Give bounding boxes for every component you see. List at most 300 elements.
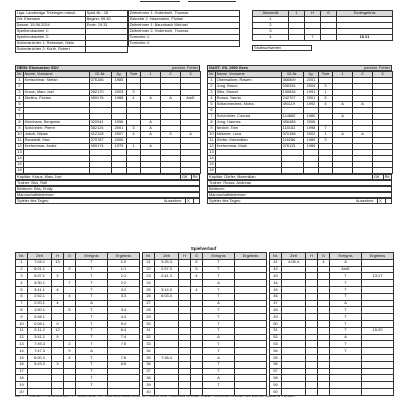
home-player-cell: 4	[127, 96, 141, 102]
protocol-cell: T	[76, 307, 108, 314]
protocol-cell: T	[330, 327, 362, 334]
protocol-cell: 4	[318, 259, 330, 266]
protocol-cell: T	[203, 266, 235, 273]
home-player-cell: Ranstedt, Max	[24, 138, 90, 144]
protocol-cell: A	[203, 334, 235, 341]
protocol-cell: A	[203, 300, 235, 307]
protocol-row	[16, 348, 140, 355]
protocol-row	[16, 361, 140, 368]
guest-timeout-label: Auszeiten:	[355, 197, 374, 203]
score-cell: 1	[253, 17, 289, 23]
protocol-row	[16, 334, 140, 341]
protocol-cell	[64, 273, 76, 280]
home-player-cell: Kraus, Marc Joel	[24, 90, 90, 96]
protocol-cell	[191, 327, 203, 334]
protocol-cell: 3:2	[108, 286, 140, 293]
guest-player-cell: Jung, Bruno	[216, 84, 282, 90]
protocol-cell	[282, 327, 306, 334]
protocol-cell: 4	[52, 286, 64, 293]
home-column-header: ID-Nr.	[90, 72, 112, 78]
protocol-cell	[235, 293, 267, 300]
protocol-cell: 30	[143, 320, 155, 327]
protocol-cell	[318, 300, 330, 307]
guest-player-row	[208, 168, 393, 174]
guest-player-cell: 2002	[304, 132, 319, 138]
protocol-cell: T	[203, 293, 235, 300]
home-player-cell	[181, 168, 201, 174]
protocol-cell: 47	[270, 300, 282, 307]
protocol-cell	[306, 334, 318, 341]
protocol-cell: 32	[143, 334, 155, 341]
protocol-cell: 9	[52, 320, 64, 327]
protocol-cell: 36	[143, 361, 155, 368]
home-trainer: Trainer: Bös, Ralf	[17, 179, 48, 185]
official-cell: Torrichter 1:	[129, 35, 240, 41]
protocol-cell	[362, 354, 394, 361]
guest-player-cell: 12	[209, 143, 214, 149]
protocol-cell	[282, 341, 306, 348]
guest-player-cell: 116286	[282, 138, 304, 144]
guest-player-cell: 4	[208, 96, 216, 102]
protocol-cell: A	[203, 354, 235, 361]
protocol-row	[143, 293, 267, 300]
home-player-cell: 2006	[112, 138, 127, 144]
home-player-cell: Kretschmar, Stefan	[24, 78, 90, 84]
meta-cell: Datum: 15.06.2024	[16, 23, 86, 29]
protocol-cell: 14	[16, 348, 28, 355]
protocol-cell	[282, 300, 306, 307]
guest-column-header: ID-Nr.	[282, 72, 304, 78]
protocol-row	[270, 300, 394, 307]
home-player-cell: 9	[16, 126, 24, 132]
home-player-cell: AmE	[181, 96, 201, 102]
protocol-cell: T	[330, 280, 362, 287]
protocol-cell	[155, 320, 179, 327]
protocol-cell: 7:5	[108, 341, 140, 348]
meta-cell: Spiel-Nr.: 28	[86, 11, 128, 17]
protocol-row	[270, 280, 394, 287]
protocol-cell	[235, 354, 267, 361]
guest-player-cell: 6	[208, 108, 216, 114]
protocol-row	[270, 314, 394, 321]
protocol-cell	[191, 348, 203, 355]
protocol-column-header: Nr.	[16, 253, 28, 260]
guest-verantw: Mannschaftsbetreuer:	[209, 191, 247, 197]
protocol-cell	[155, 334, 179, 341]
score-cell: 7	[305, 35, 321, 41]
protocol-cell: 5	[16, 286, 28, 293]
protocol-cell	[191, 300, 203, 307]
protocol-cell	[235, 300, 267, 307]
home-player-cell	[127, 168, 141, 174]
protocol-cell: A	[203, 280, 235, 287]
protocol-cell: 13	[16, 341, 28, 348]
official-cell: Torrichter 2:	[129, 41, 240, 47]
guest-column-header: 2	[353, 72, 373, 78]
protocol-cell: 12	[16, 334, 28, 341]
protocol-cell	[179, 293, 191, 300]
protocol-cell: 7:04.1	[28, 259, 52, 266]
protocol-cell	[108, 368, 140, 375]
protocol-cell	[179, 286, 191, 293]
protocol-cell: 1:0	[108, 259, 140, 266]
protocol-cell	[306, 361, 318, 368]
protocol-row	[143, 307, 267, 314]
protocol-row	[143, 368, 267, 375]
guest-player-cell: 366809	[282, 78, 304, 84]
protocol-cell	[306, 375, 318, 382]
protocol-cell	[191, 334, 203, 341]
protocol-cell: T	[76, 314, 108, 321]
protocol-cell	[282, 266, 306, 273]
meta-cell: Liga: Landesliga Thüringen männl.	[16, 11, 86, 17]
protocol-cell	[282, 286, 306, 293]
protocol-cell: 7:49.3	[28, 341, 52, 348]
guest-player-cell: Dörfer, Maximilian	[216, 138, 282, 144]
score-cell: 3	[253, 29, 289, 35]
protocol-cell: 4	[16, 280, 28, 287]
guest-captain: Kapitän: Dörfer, Maximilian	[209, 173, 256, 179]
home-player-cell: S	[161, 132, 181, 138]
protocol-cell	[64, 327, 76, 334]
protocol-cell: 9	[52, 334, 64, 341]
score-header-cell: 1	[289, 11, 305, 17]
protocol-cell	[235, 266, 267, 273]
protocol-cell	[179, 300, 191, 307]
home-player-cell: Jakob, Niklas	[24, 132, 90, 138]
protocol-cell: 46	[270, 293, 282, 300]
protocol-cell: T	[330, 314, 362, 321]
protocol-cell: T	[203, 341, 235, 348]
protocol-row	[143, 375, 267, 382]
protocol-cell	[362, 334, 394, 341]
home-column-header: Tore	[127, 72, 141, 78]
guest-player-cell	[216, 168, 282, 174]
protocol-column-header: G	[64, 253, 76, 260]
protocol-cell: 57	[270, 368, 282, 375]
home-fouls-label: persönl. Fehler	[172, 64, 198, 70]
protocol-cell	[235, 361, 267, 368]
protocol-cell: 4	[64, 293, 76, 300]
protocol-cell: T	[76, 354, 108, 361]
protocol-cell: 34	[143, 348, 155, 355]
guest-player-cell: Stitz, Marcel	[216, 90, 282, 96]
guest-gk-label: GK	[373, 173, 380, 179]
protocol-cell	[155, 300, 179, 307]
protocol-cell: T	[203, 327, 235, 334]
protocol-cell	[318, 341, 330, 348]
protocol-cell: 2:57.3	[155, 266, 179, 273]
home-player-cell: 8	[16, 120, 24, 126]
official-cell: Zeitnehmer 2: Hollerbuhl, Thomas	[129, 29, 240, 35]
protocol-cell: 5:11.2	[28, 327, 52, 334]
protocol-cell	[108, 375, 140, 382]
protocol-cell: T	[330, 348, 362, 355]
protocol-cell: T	[203, 307, 235, 314]
guest-player-cell: A	[353, 132, 373, 138]
guest-player-cell: 1998	[304, 126, 319, 132]
guest-timeout-slot	[385, 199, 390, 203]
meta-cell: Beginn: 09:30	[86, 17, 128, 23]
protocol-cell: 50	[270, 320, 282, 327]
protocol-row	[16, 273, 140, 280]
protocol-cell	[318, 375, 330, 382]
protocol-cell: 6:01.1	[28, 266, 52, 273]
protocol-cell: A	[330, 334, 362, 341]
guest-player-cell: 3	[319, 84, 333, 90]
protocol-row	[143, 341, 267, 348]
home-player-cell: A	[161, 96, 181, 102]
protocol-cell: T	[76, 280, 108, 287]
protocol-cell: T	[76, 293, 108, 300]
meta-cell	[86, 47, 128, 53]
protocol-cell	[282, 348, 306, 355]
protocol-cell	[318, 361, 330, 368]
protocol-table	[269, 252, 394, 396]
home-player-cell: 5	[16, 102, 24, 108]
protocol-cell	[179, 307, 191, 314]
guest-column-header: Jg.	[304, 72, 319, 78]
protocol-row	[16, 368, 140, 375]
guest-player-cell: A	[333, 132, 353, 138]
guest-player-cell: 2006	[304, 120, 319, 126]
protocol-cell: 15:20	[362, 327, 394, 334]
protocol-cell: T	[76, 334, 108, 341]
protocol-cell	[235, 280, 267, 287]
home-player-cell: 1988	[112, 96, 127, 102]
protocol-cell	[64, 259, 76, 266]
guest-player-cell: Oberwallner, Rawen	[216, 78, 282, 84]
protocol-column-header: Ergebnis	[108, 253, 140, 260]
protocol-row	[143, 273, 267, 280]
protocol-cell	[28, 368, 52, 375]
protocol-cell	[155, 314, 179, 321]
protocol-cell: 8:6	[108, 361, 140, 368]
protocol-cell: 23	[143, 273, 155, 280]
protocol-cell: 7:6	[108, 354, 140, 361]
home-timeout-label: Auszeiten:	[163, 197, 182, 203]
protocol-cell	[52, 375, 64, 382]
guest-trainer: Trainer: Rossa, Andreas	[209, 179, 251, 185]
protocol-cell: 59	[270, 382, 282, 389]
protocol-cell: 1:1	[108, 266, 140, 273]
protocol-row	[16, 320, 140, 327]
protocol-row	[16, 382, 140, 389]
protocol-cell	[306, 348, 318, 355]
protocol-cell: T	[76, 273, 108, 280]
protocol-cell: 44	[270, 280, 282, 287]
protocol-cell: 12	[52, 327, 64, 334]
protocol-row	[270, 320, 394, 327]
guest-player-cell	[353, 168, 373, 174]
protocol-cell: 54	[270, 348, 282, 355]
protocol-cell: 9	[16, 314, 28, 321]
protocol-cell	[179, 348, 191, 355]
score-header-cell: Abschnitt	[253, 11, 289, 17]
protocol-cell: 28	[143, 307, 155, 314]
protocol-cell: T	[330, 307, 362, 314]
protocol-row	[143, 334, 267, 341]
guest-signature-row	[207, 198, 392, 204]
protocol-cell	[52, 307, 64, 314]
guest-column-header: Name, Vorname	[216, 72, 282, 78]
guest-player-cell: 2	[208, 84, 216, 90]
home-column-header: 2	[161, 72, 181, 78]
home-player-cell: Kretschmar, Andre	[24, 144, 90, 150]
protocol-cell: T	[330, 341, 362, 348]
protocol-cell	[155, 280, 179, 287]
official-cell: Zeitnehmer 1: Hollerbuhl, Thomas	[129, 11, 240, 17]
protocol-cell: T	[76, 327, 108, 334]
protocol-cell: 26	[143, 293, 155, 300]
protocol-cell	[318, 354, 330, 361]
score-row	[253, 35, 393, 41]
protocol-cell	[191, 382, 203, 389]
protocol-cell: 60	[270, 388, 282, 395]
protocol-cell: 3:4	[108, 307, 140, 314]
protocol-cell: 3:51.2	[28, 334, 52, 341]
protocol-cell	[318, 320, 330, 327]
protocol-cell: 4	[191, 286, 203, 293]
home-column-header: Name, Vorname	[24, 72, 90, 78]
protocol-column-header: Ereignis	[330, 253, 362, 260]
protocol-cell: 35	[143, 354, 155, 361]
protocol-cell	[179, 375, 191, 382]
guest-roster-table	[207, 71, 393, 174]
protocol-cell	[179, 341, 191, 348]
protocol-cell	[330, 382, 362, 389]
guest-player-cell: 1991	[304, 90, 319, 96]
protocol-cell	[235, 320, 267, 327]
home-player-cell: 320941	[90, 120, 112, 126]
protocol-cell	[282, 320, 306, 327]
protocol-cell: 3:14.3	[155, 286, 179, 293]
protocol-cell: 53	[270, 341, 282, 348]
protocol-cell	[318, 314, 330, 321]
protocol-cell	[362, 320, 394, 327]
home-player-cell: A	[141, 126, 161, 132]
protocol-cell: 3:25.3	[155, 259, 179, 266]
protocol-cell: 2:52.1	[28, 293, 52, 300]
protocol-cell	[64, 382, 76, 389]
home-captain: Kapitän: Kraus, Marc Joel	[17, 173, 62, 179]
protocol-cell: T	[330, 273, 362, 280]
protocol-cell	[282, 375, 306, 382]
protocol-row	[16, 266, 140, 273]
guest-player-cell: A	[333, 114, 353, 120]
protocol-cell	[191, 280, 203, 287]
guest-player-cell: 2001	[304, 96, 319, 102]
protocol-cell: 5:4	[108, 320, 140, 327]
protocol-row	[270, 307, 394, 314]
protocol-row	[270, 368, 394, 375]
protocol-column-header: Ergebnis	[235, 253, 267, 260]
protocol-cell	[362, 361, 394, 368]
protocol-cell: T	[203, 320, 235, 327]
protocol-cell	[179, 327, 191, 334]
guest-player-cell: Jung, Hannes	[216, 120, 282, 126]
protocol-cell: 4:06.4	[282, 259, 306, 266]
protocol-cell	[282, 354, 306, 361]
score-header-cell: H	[305, 11, 321, 17]
guest-player-cell: 139634	[282, 90, 304, 96]
protocol-row	[270, 354, 394, 361]
guest-player-cell: 9	[208, 126, 216, 132]
home-player-cell: 14	[17, 155, 22, 161]
protocol-cell	[282, 361, 306, 368]
protocol-cell	[306, 300, 318, 307]
guest-column-header: Tore	[319, 72, 333, 78]
protocol-column-header: Zeit	[155, 253, 179, 260]
protocol-cell	[235, 259, 267, 266]
protocol-cell: A	[203, 375, 235, 382]
protocol-cell: T	[203, 382, 235, 389]
protocol-row	[143, 259, 267, 266]
protocol-cell	[306, 354, 318, 361]
meta-cell: Spielbeobachter 1:	[16, 29, 86, 35]
guest-player-cell: 3	[208, 90, 216, 96]
meta-cell: Ende: 10:31	[86, 23, 128, 29]
protocol-cell: 6:4	[108, 327, 140, 334]
home-player-cell: A	[141, 144, 161, 150]
home-player-cell: A	[181, 132, 201, 138]
protocol-cell: 18	[16, 375, 28, 382]
protocol-cell	[179, 382, 191, 389]
guest-team-block	[207, 65, 392, 204]
protocol-cell: 5:37.1	[28, 273, 52, 280]
guest-player-cell: 336334	[282, 84, 304, 90]
protocol-cell	[235, 314, 267, 321]
protocol-row	[16, 300, 140, 307]
home-player-cell: 16	[17, 167, 22, 173]
guest-player-cell	[304, 168, 319, 174]
home-timeout-mark: X	[187, 197, 190, 203]
protocol-cell: T	[203, 348, 235, 355]
protocol-row	[270, 382, 394, 389]
home-betreuer: Betreuer: Bös, Emily	[17, 185, 53, 191]
protocol-cell: 39	[143, 382, 155, 389]
protocol-cell: 0:08.1	[28, 320, 52, 327]
meta-cell: Ort: Eisenach	[16, 17, 86, 23]
protocol-cell: T	[76, 286, 108, 293]
protocol-cell: 5:43.3	[28, 361, 52, 368]
protocol-cell	[362, 293, 394, 300]
protocol-row	[143, 300, 267, 307]
home-player-cell	[141, 168, 161, 174]
protocol-cell	[282, 334, 306, 341]
protocol-cell	[191, 307, 203, 314]
home-player-cell: 370787	[90, 138, 112, 144]
protocol-cell	[318, 382, 330, 389]
protocol-cell: 58	[270, 375, 282, 382]
protocol-cell	[155, 382, 179, 389]
home-column-header: Nr.	[17, 71, 22, 77]
protocol-cell	[64, 375, 76, 382]
protocol-cell: 43	[270, 273, 282, 280]
protocol-cell	[235, 382, 267, 389]
protocol-cell	[52, 368, 64, 375]
protocol-cell: 21	[143, 259, 155, 266]
protocol-cell	[179, 354, 191, 361]
protocol-column-header: Nr.	[270, 253, 282, 260]
protocol-cell: 10	[16, 320, 28, 327]
protocol-cell	[155, 348, 179, 355]
protocol-row	[270, 334, 394, 341]
protocol-cell: 13:17	[362, 273, 394, 280]
protocol-cell: 13	[52, 259, 64, 266]
protocol-cell: 2:2	[108, 280, 140, 287]
protocol-cell: T	[203, 314, 235, 321]
